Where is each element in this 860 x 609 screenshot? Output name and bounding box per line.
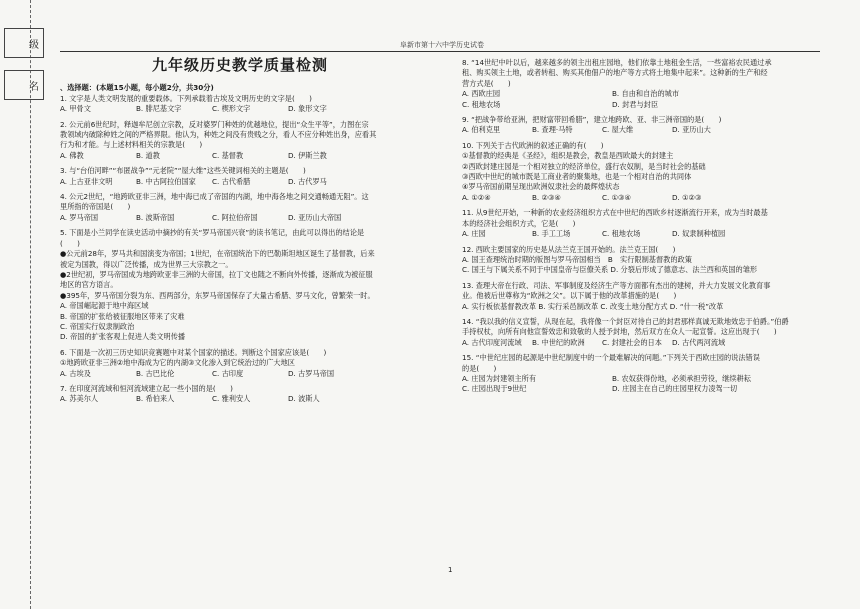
question-text: 13. 查理大帝在行政、司法、军事制度及经济生产等方面都有杰出的建树，并大力发展文化教育事 <box>462 280 771 290</box>
question-text: ②西欧封建庄园是一个相对独立的经济单位，盛行农奴制，是当时社会的基础 <box>462 161 706 171</box>
options-row <box>462 374 822 384</box>
option-choice: C. 古印度 <box>212 368 244 378</box>
question-text: 被定为国教，得以广泛传播，成为世界三大宗教之一。 <box>60 259 233 269</box>
question-text: 14. “我以我的信义宣誓，从现在起，我将像一个封臣对待自己的封君那样真诚无欺地效忠于伯爵。”伯爵 <box>462 316 789 326</box>
option-choice: D. 伊斯兰教 <box>288 150 327 160</box>
question-text: 4. 公元2世纪，“地跨欧亚非三洲，地中海已成了帝国的内湖，地中海各地之间交通畅通无阻”。这 <box>60 192 369 202</box>
question-text: 教领域内破除种姓之间的严格界限。他认为，种姓之间没有贵贱之分，看人不应分种姓出身，应看其 <box>60 130 377 140</box>
question-text: 6. 下面是一次初三历史知识竞赛题中对某个国家的描述。判断这个国家应该是( ) <box>60 347 327 357</box>
option-choice: C. 屋大维 <box>602 125 634 135</box>
option-choice: B. 中古阿拉伯国家 <box>136 176 196 186</box>
question-text: 的是( ) <box>462 363 497 373</box>
question-text: D. 帝国的扩张客观上促进人类文明传播 <box>60 332 186 342</box>
question-block <box>60 166 440 192</box>
question-text: 业。他被后世尊称为“欧洲之父”。以下属于他的改革措施的是( ) <box>462 291 677 301</box>
class-label: 级 <box>29 39 39 51</box>
options-row <box>60 177 440 187</box>
exam-title: 九年级历史教学质量检测 <box>152 56 329 74</box>
option-choice: D. 波斯人 <box>288 394 320 404</box>
question-text: A. 实行板依基督教改革 B. 实行采邑制改革 C. 改变土地分配方式 D. “什一税”改革 <box>462 301 724 311</box>
option-choice: C. 封建社会的日本 <box>602 337 662 347</box>
name-field <box>4 70 44 100</box>
question-text: 行为和才能。与上述材料相关的宗教是( ) <box>60 140 203 150</box>
option-choice: D. 亚历山大 <box>672 125 711 135</box>
question-text: 营方式是( ) <box>462 78 511 88</box>
question-text: 3. 与“台伯河畔”“布匿战争”“元老院”“屋大维”这些关键词相关的主题是( ) <box>60 166 306 176</box>
option-choice: D. 古代罗马 <box>288 176 327 186</box>
option-choice: C. 庄园出现于9世纪 <box>462 384 527 394</box>
options-row <box>60 151 440 161</box>
option-choice: B. 中世纪的欧洲 <box>532 337 585 347</box>
question-text: ( ) <box>60 238 80 248</box>
options-row <box>462 125 822 135</box>
option-choice: D. 古罗马帝国 <box>288 368 335 378</box>
question-text: 7. 在印度河流域和恒河流域建立起一些小国的是( ) <box>60 383 233 393</box>
question-block <box>60 192 440 228</box>
left-question-list <box>60 94 440 410</box>
question-text: 租、购买领主土地，或者转租、购买其他佃户的地产等方式将土地集中起来”。这种新的生产和经 <box>462 68 768 78</box>
question-block <box>60 120 440 167</box>
question-text: A. 国王查理统治时期的版图与罗马帝国相当 B 实行限制基督教的政策 <box>462 254 692 264</box>
question-text: C. 帝国实行奴隶制政治 <box>60 321 135 331</box>
option-choice: D. 象形文字 <box>288 104 327 114</box>
option-choice: A. 庄园 <box>462 229 486 239</box>
left-column <box>60 58 440 410</box>
question-block <box>462 58 822 115</box>
option-choice: A. 甲骨文 <box>60 104 91 114</box>
option-choice: D. ①②③ <box>672 192 702 202</box>
question-text: 手持权杖，向所有向他宣誓效忠和致敬的人授予封地，然后双方在众人一起宣誓。这应出现于( ) <box>462 327 777 337</box>
option-choice: C. 租地农场 <box>602 229 641 239</box>
question-block <box>462 141 822 208</box>
option-choice: C. 雅利安人 <box>212 394 251 404</box>
option-choice: A. 庄园为封建领主所有 <box>462 373 537 383</box>
option-choice: B. 查理·马特 <box>532 125 573 135</box>
header-rule <box>60 51 820 52</box>
section-heading: 、选择题：(本题15小题，每小题2分，共30分) <box>60 83 214 93</box>
question-text: 12. 西欧主要国家的历史是从法兰克王国开始的。法兰克王国( ) <box>462 244 676 254</box>
question-text: 里所指的帝国是( ) <box>60 202 131 212</box>
option-choice: B. 希伯来人 <box>136 394 175 404</box>
question-text: ④罗马帝国前期呈现出欧洲奴隶社会的最辉煌状态 <box>462 182 620 192</box>
options-row <box>60 104 440 114</box>
option-choice: B. 自由和自治的城市 <box>612 89 680 99</box>
question-text: 10. 下列关于古代欧洲的叙述正确的有( ) <box>462 140 604 150</box>
options-row <box>462 338 822 348</box>
question-text: 地区的官方语言。 <box>60 280 118 290</box>
question-block <box>60 384 440 410</box>
option-choice: A. 古代印度河流域 <box>462 337 522 347</box>
option-choice: C. 古代希腊 <box>212 176 251 186</box>
option-choice: B. ②③④ <box>532 192 561 202</box>
option-choice: A. 罗马帝国 <box>60 212 99 222</box>
question-block <box>462 115 822 141</box>
question-text: ●395年，罗马帝国分裂为东、西两部分，东罗马帝国保存了大量古希腊、罗马文化，曾繁荣一时。 <box>60 290 375 300</box>
right-question-list <box>462 58 822 400</box>
option-choice: C. ①③④ <box>602 192 631 202</box>
right-column <box>462 58 822 400</box>
question-text: 9. “把战争带给亚洲，把财富带回希腊”，建立地跨欧、亚、非三洲帝国的是( ) <box>462 115 722 125</box>
question-text: ①基督教的经典是《圣经》，组织是教会，教皇是西欧最大的封建主 <box>462 151 674 161</box>
option-choice: D. 古代两河流域 <box>672 337 726 347</box>
option-choice: B. 腓尼基文字 <box>136 104 182 114</box>
option-choice: A. 苏美尔人 <box>60 394 99 404</box>
option-choice: B. 手工工场 <box>532 229 571 239</box>
binding-margin <box>0 0 46 609</box>
option-choice: C. 租地农场 <box>462 99 501 109</box>
options-row <box>462 193 822 203</box>
option-choice: B. 道教 <box>136 150 160 160</box>
page-number: 1 <box>448 566 453 574</box>
option-choice: A. 西欧庄园 <box>462 89 501 99</box>
option-choice: A. 伯利克里 <box>462 125 501 135</box>
options-row <box>462 229 822 239</box>
question-text: 1. 文字是人类文明发展的重要载体。下列承载着古埃及文明历史的文字是( ) <box>60 93 312 103</box>
option-choice: C. 阿拉伯帝国 <box>212 212 258 222</box>
option-choice: C. 楔形文字 <box>212 104 251 114</box>
question-block <box>60 228 440 347</box>
question-block <box>462 353 822 400</box>
option-choice: B. 农奴获得份地，必须承担劳役，继续耕耘 <box>612 373 751 383</box>
options-row <box>60 213 440 223</box>
question-block <box>60 94 440 120</box>
question-text: 本的经济社会组织方式，它是( ) <box>462 218 576 228</box>
question-text: ●2世纪初，罗马帝国成为地跨欧亚非三洲的大帝国，拉丁文也随之不断向外传播，逐渐成为被征服 <box>60 269 373 279</box>
options-row <box>60 369 440 379</box>
option-choice: D. 亚历山大帝国 <box>288 212 342 222</box>
question-text: 8. “14世纪中叶以后，越来越多的领主出租庄园地，他们依靠土地租金生活，一些富裕农民通过承 <box>462 58 772 67</box>
question-block <box>462 317 822 353</box>
question-text: C. 国王与下属关系不同于中国皇帝与臣僚关系 D. 分裂后形成了德意志、法兰西和英国的雏形 <box>462 265 758 275</box>
question-block <box>462 245 822 281</box>
option-choice: D. 奴隶制种植园 <box>672 229 726 239</box>
option-choice: A. 古埃及 <box>60 368 91 378</box>
question-block <box>462 281 822 317</box>
question-text: ●公元前28年，罗马共和国演变为帝国；1世纪，在帝国统治下的巴勒斯坦地区诞生了基督教，后来 <box>60 249 375 259</box>
question-text: ①地跨欧亚非三洲②地中海成为它的内湖③文化渗入到它统治过的广大地区 <box>60 358 295 368</box>
options-row <box>462 384 822 394</box>
options-row <box>60 394 440 404</box>
option-choice: D. 封君与封臣 <box>612 99 659 109</box>
options-row <box>462 100 822 110</box>
name-label: 名 <box>29 81 39 93</box>
option-choice: C. 基督教 <box>212 150 244 160</box>
class-field <box>4 28 44 58</box>
option-choice: B. 古巴比伦 <box>136 368 175 378</box>
question-text: 15. “中世纪庄园的起源是中世纪制度中的一个最难解决的问题。”下列关于西欧庄园的说法错误 <box>462 353 760 363</box>
question-text: 11. 从9世纪开始，一种新的农业经济组织方式在中世纪的西欧乡村逐渐流行开来，成为当时最基 <box>462 208 768 218</box>
question-text: 5. 下面是小兰同学在读史活动中摘抄的有关“罗马帝国兴衰”的读书笔记，由此可以得出的结论是 <box>60 228 365 238</box>
question-text: ③西欧中世纪的城市既是工商业者的聚集地，也是一个相对自治的共同体 <box>462 172 692 182</box>
option-choice: A. ①②④ <box>462 192 491 202</box>
options-row <box>462 89 822 99</box>
option-choice: A. 上古亚非文明 <box>60 176 113 186</box>
question-text: 2. 公元前6世纪时，释迦牟尼创立宗教，反对婆罗门种姓的优越地位，提出“众生平等”，力图在宗 <box>60 119 369 129</box>
question-block <box>462 208 822 244</box>
option-choice: B. 波斯帝国 <box>136 212 175 222</box>
option-choice: D. 庄园主在自己的庄园里权力凌驾一切 <box>612 384 738 394</box>
question-block <box>60 348 440 384</box>
question-text: B. 帝国的扩张给被征服地区带来了灾难 <box>60 311 185 321</box>
question-text: A. 帝国崛起源于地中海区域 <box>60 301 149 311</box>
page-header: 阜新市第十六中学历史试卷 <box>400 41 484 49</box>
option-choice: A. 佛教 <box>60 150 84 160</box>
